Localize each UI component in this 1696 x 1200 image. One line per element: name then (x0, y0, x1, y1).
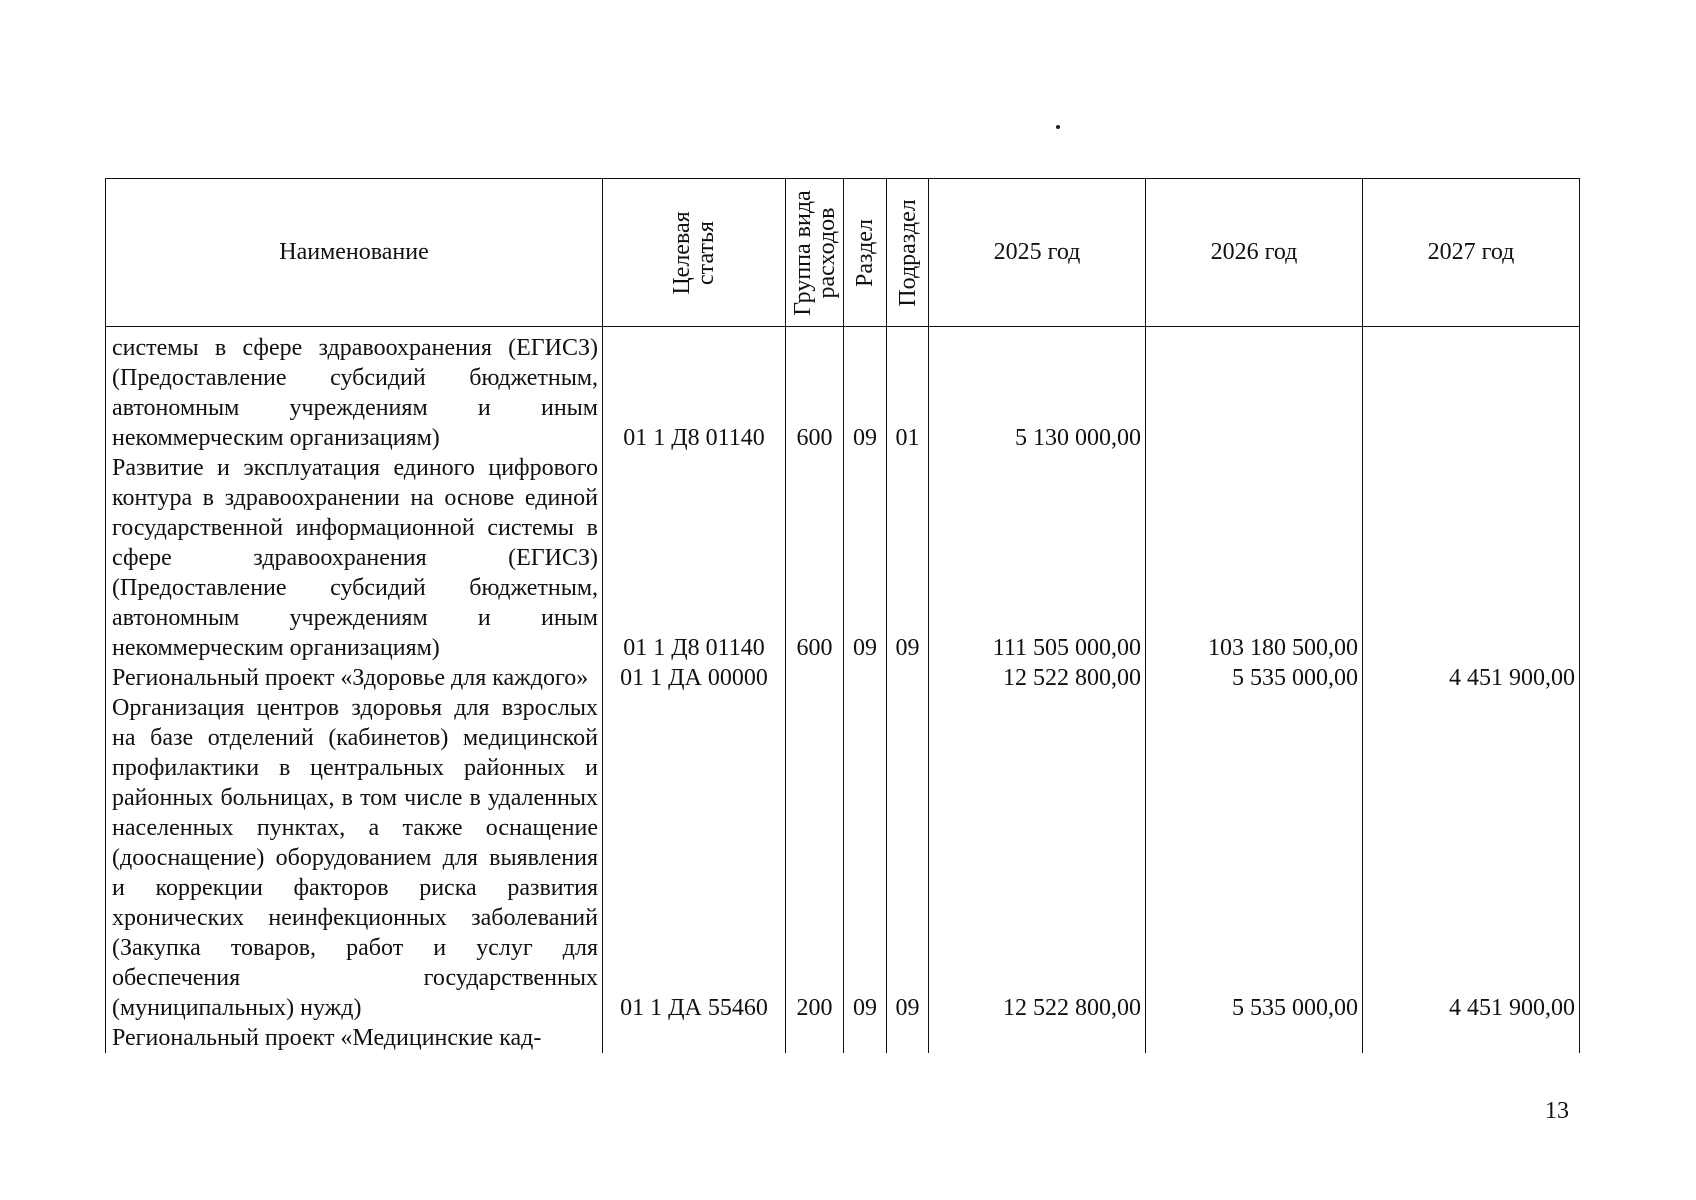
row-year-2025 (929, 1023, 1146, 1053)
header-expense-group-line1: Группа вида (789, 189, 816, 316)
row-name: Региональный проект «Здоровье для каждого» (106, 663, 603, 693)
table-row (106, 453, 1580, 663)
header-target-article (603, 179, 786, 327)
row-code: 01 1 ДА 55460 (603, 693, 786, 1023)
row-year-2027: 4 451 900,00 (1363, 693, 1580, 1023)
row-section: 09 (844, 693, 887, 1023)
header-year-2025: 2025 год (929, 179, 1146, 327)
table-row (106, 693, 1580, 1023)
row-name: Региональный проект «Медицинские кад- (106, 1023, 603, 1053)
row-name: Организация центров здоровья для взрослых на базе отделений (кабинетов) медицинской профилактики в центральных районных и районных больницах, в том числе в удаленных населенных пунктах, а также оснащение (дооснащение) оборудованием для выявления и коррекции факторов риска развития хронических неинфекционных заболеваний (Закупка товаров, работ и услуг для обеспечения государственных (муниципальных) нужд) (106, 693, 603, 1023)
row-year-2027: 4 451 900,00 (1363, 663, 1580, 693)
header-year-2027: 2027 год (1363, 179, 1580, 327)
row-group (786, 663, 844, 693)
row-name: Развитие и эксплуатация единого цифрового контура в здравоохранении на основе единой государственной информационной системы в сфере здравоохранения (ЕГИСЗ) (Предоставление субсидий бюджетным, автономным учреждениям и иным некоммерческим организациям) (106, 453, 603, 663)
header-target-article-line2: статья (693, 220, 719, 285)
row-code (603, 1023, 786, 1053)
table-row (106, 1023, 1580, 1053)
table-row (106, 327, 1580, 454)
row-year-2025: 111 505 000,00 (929, 453, 1146, 663)
header-section (844, 179, 887, 327)
row-year-2025: 5 130 000,00 (929, 327, 1146, 454)
header-section-label: Раздел (852, 218, 878, 287)
scan-speck (1056, 125, 1060, 129)
row-code: 01 1 Д8 01140 (603, 453, 786, 663)
row-subsection: 09 (887, 453, 929, 663)
header-target-article-line1: Целевая (669, 210, 695, 295)
row-section (844, 663, 887, 693)
row-code: 01 1 Д8 01140 (603, 327, 786, 454)
table-header-row (106, 179, 1580, 327)
row-year-2027 (1363, 327, 1580, 454)
row-group: 200 (786, 693, 844, 1023)
budget-table (105, 178, 1580, 1053)
header-expense-group-line2: расходов (813, 207, 840, 298)
row-subsection: 09 (887, 693, 929, 1023)
row-code: 01 1 ДА 00000 (603, 663, 786, 693)
row-year-2025: 12 522 800,00 (929, 663, 1146, 693)
row-year-2026 (1146, 1023, 1363, 1053)
row-subsection: 01 (887, 327, 929, 454)
row-year-2026: 5 535 000,00 (1146, 693, 1363, 1023)
row-year-2026: 103 180 500,00 (1146, 453, 1363, 663)
row-group: 600 (786, 327, 844, 454)
row-group: 600 (786, 453, 844, 663)
header-name: Наименование (106, 179, 603, 327)
row-year-2026: 5 535 000,00 (1146, 663, 1363, 693)
page-number: 13 (1545, 1098, 1569, 1124)
row-subsection (887, 1023, 929, 1053)
row-year-2027 (1363, 1023, 1580, 1053)
row-section: 09 (844, 327, 887, 454)
row-name: системы в сфере здравоохранения (ЕГИСЗ) (Предоставление субсидий бюджетным, автономным учреждениям и иным некоммерческим организациям) (106, 327, 603, 454)
row-subsection (887, 663, 929, 693)
row-year-2025: 12 522 800,00 (929, 693, 1146, 1023)
row-year-2026 (1146, 327, 1363, 454)
header-year-2026: 2026 год (1146, 179, 1363, 327)
table-row (106, 663, 1580, 693)
header-subsection (887, 179, 929, 327)
header-subsection-label: Подраздел (894, 198, 921, 307)
header-expense-group (786, 179, 844, 327)
row-section: 09 (844, 453, 887, 663)
row-year-2027 (1363, 453, 1580, 663)
row-group (786, 1023, 844, 1053)
row-section (844, 1023, 887, 1053)
